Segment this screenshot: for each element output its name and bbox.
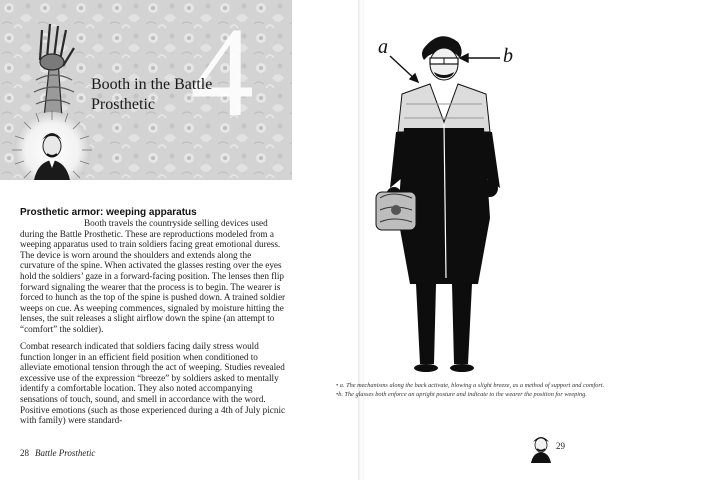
callout-label-a: a — [378, 36, 388, 58]
body-paragraph-1 — [20, 218, 288, 335]
figure-body — [386, 124, 500, 372]
booth-figure-illustration — [372, 28, 572, 374]
figure-caption — [336, 381, 624, 399]
booth-portrait-icon — [528, 433, 554, 463]
handheld-device — [376, 192, 416, 230]
caption-line-b: •b. The glasses both enforce an upright posture and indicate to the wearer the position for weeping. — [336, 391, 587, 398]
figure-head — [422, 36, 462, 80]
paragraph-text: Booth travels the countryside selling devices used during the Battle Prosthetic. These are reproductions modeled from a weeping apparatus used to train soldiers facing great emotional duress. The device is worn around the shoulders and extends along the curvature of the spine. When activated the glasses resting over the eyes hold the soldiers’ gaze in a forward-facing position. The lenses then flip forward signaling the wearer that the process is to begin. The wearer is forced to hunch as the top of the spine is pushed down. A trained soldier weeps on cue. As weeping commences, signaled by moisture hitting the lenses, the suit releases a slight airflow down the spine (an attempt to “comfort” the soldier). — [20, 218, 286, 334]
page-number-left: 28 — [20, 448, 29, 458]
caption-line-a: • a. The mechanisms along the back activate, blowing a slight breeze, as a method of support and comfort. — [336, 382, 605, 389]
paragraph-text: Combat research indicated that soldiers facing daily stress would function longer in an efficient field position when conditioned to alleviate emotional tension through the act of weeping. Studies revealed excessive use of the expression “breeze” by soldiers asked to mentally identify a comfortable location. They also noted accompanying sensations of touch, sound, and smell in accordance with the word. Positive emotions (such as those experienced during a 4th of July picnic with family) were standard- — [20, 341, 286, 426]
body-paragraph-2 — [20, 341, 288, 426]
callout-label-b: b — [503, 45, 513, 67]
running-head: Battle Prosthetic — [35, 448, 96, 458]
section-heading: Prosthetic armor: weeping apparatus — [20, 207, 197, 218]
chapter-number: 4 — [190, 1, 254, 143]
page-gutter — [358, 0, 364, 480]
chapter-title: Booth in the Battle Prosthetic — [91, 76, 213, 113]
chapter-header-panel — [0, 0, 292, 180]
left-folio — [20, 448, 95, 458]
page-number-right: 29 — [556, 441, 565, 451]
